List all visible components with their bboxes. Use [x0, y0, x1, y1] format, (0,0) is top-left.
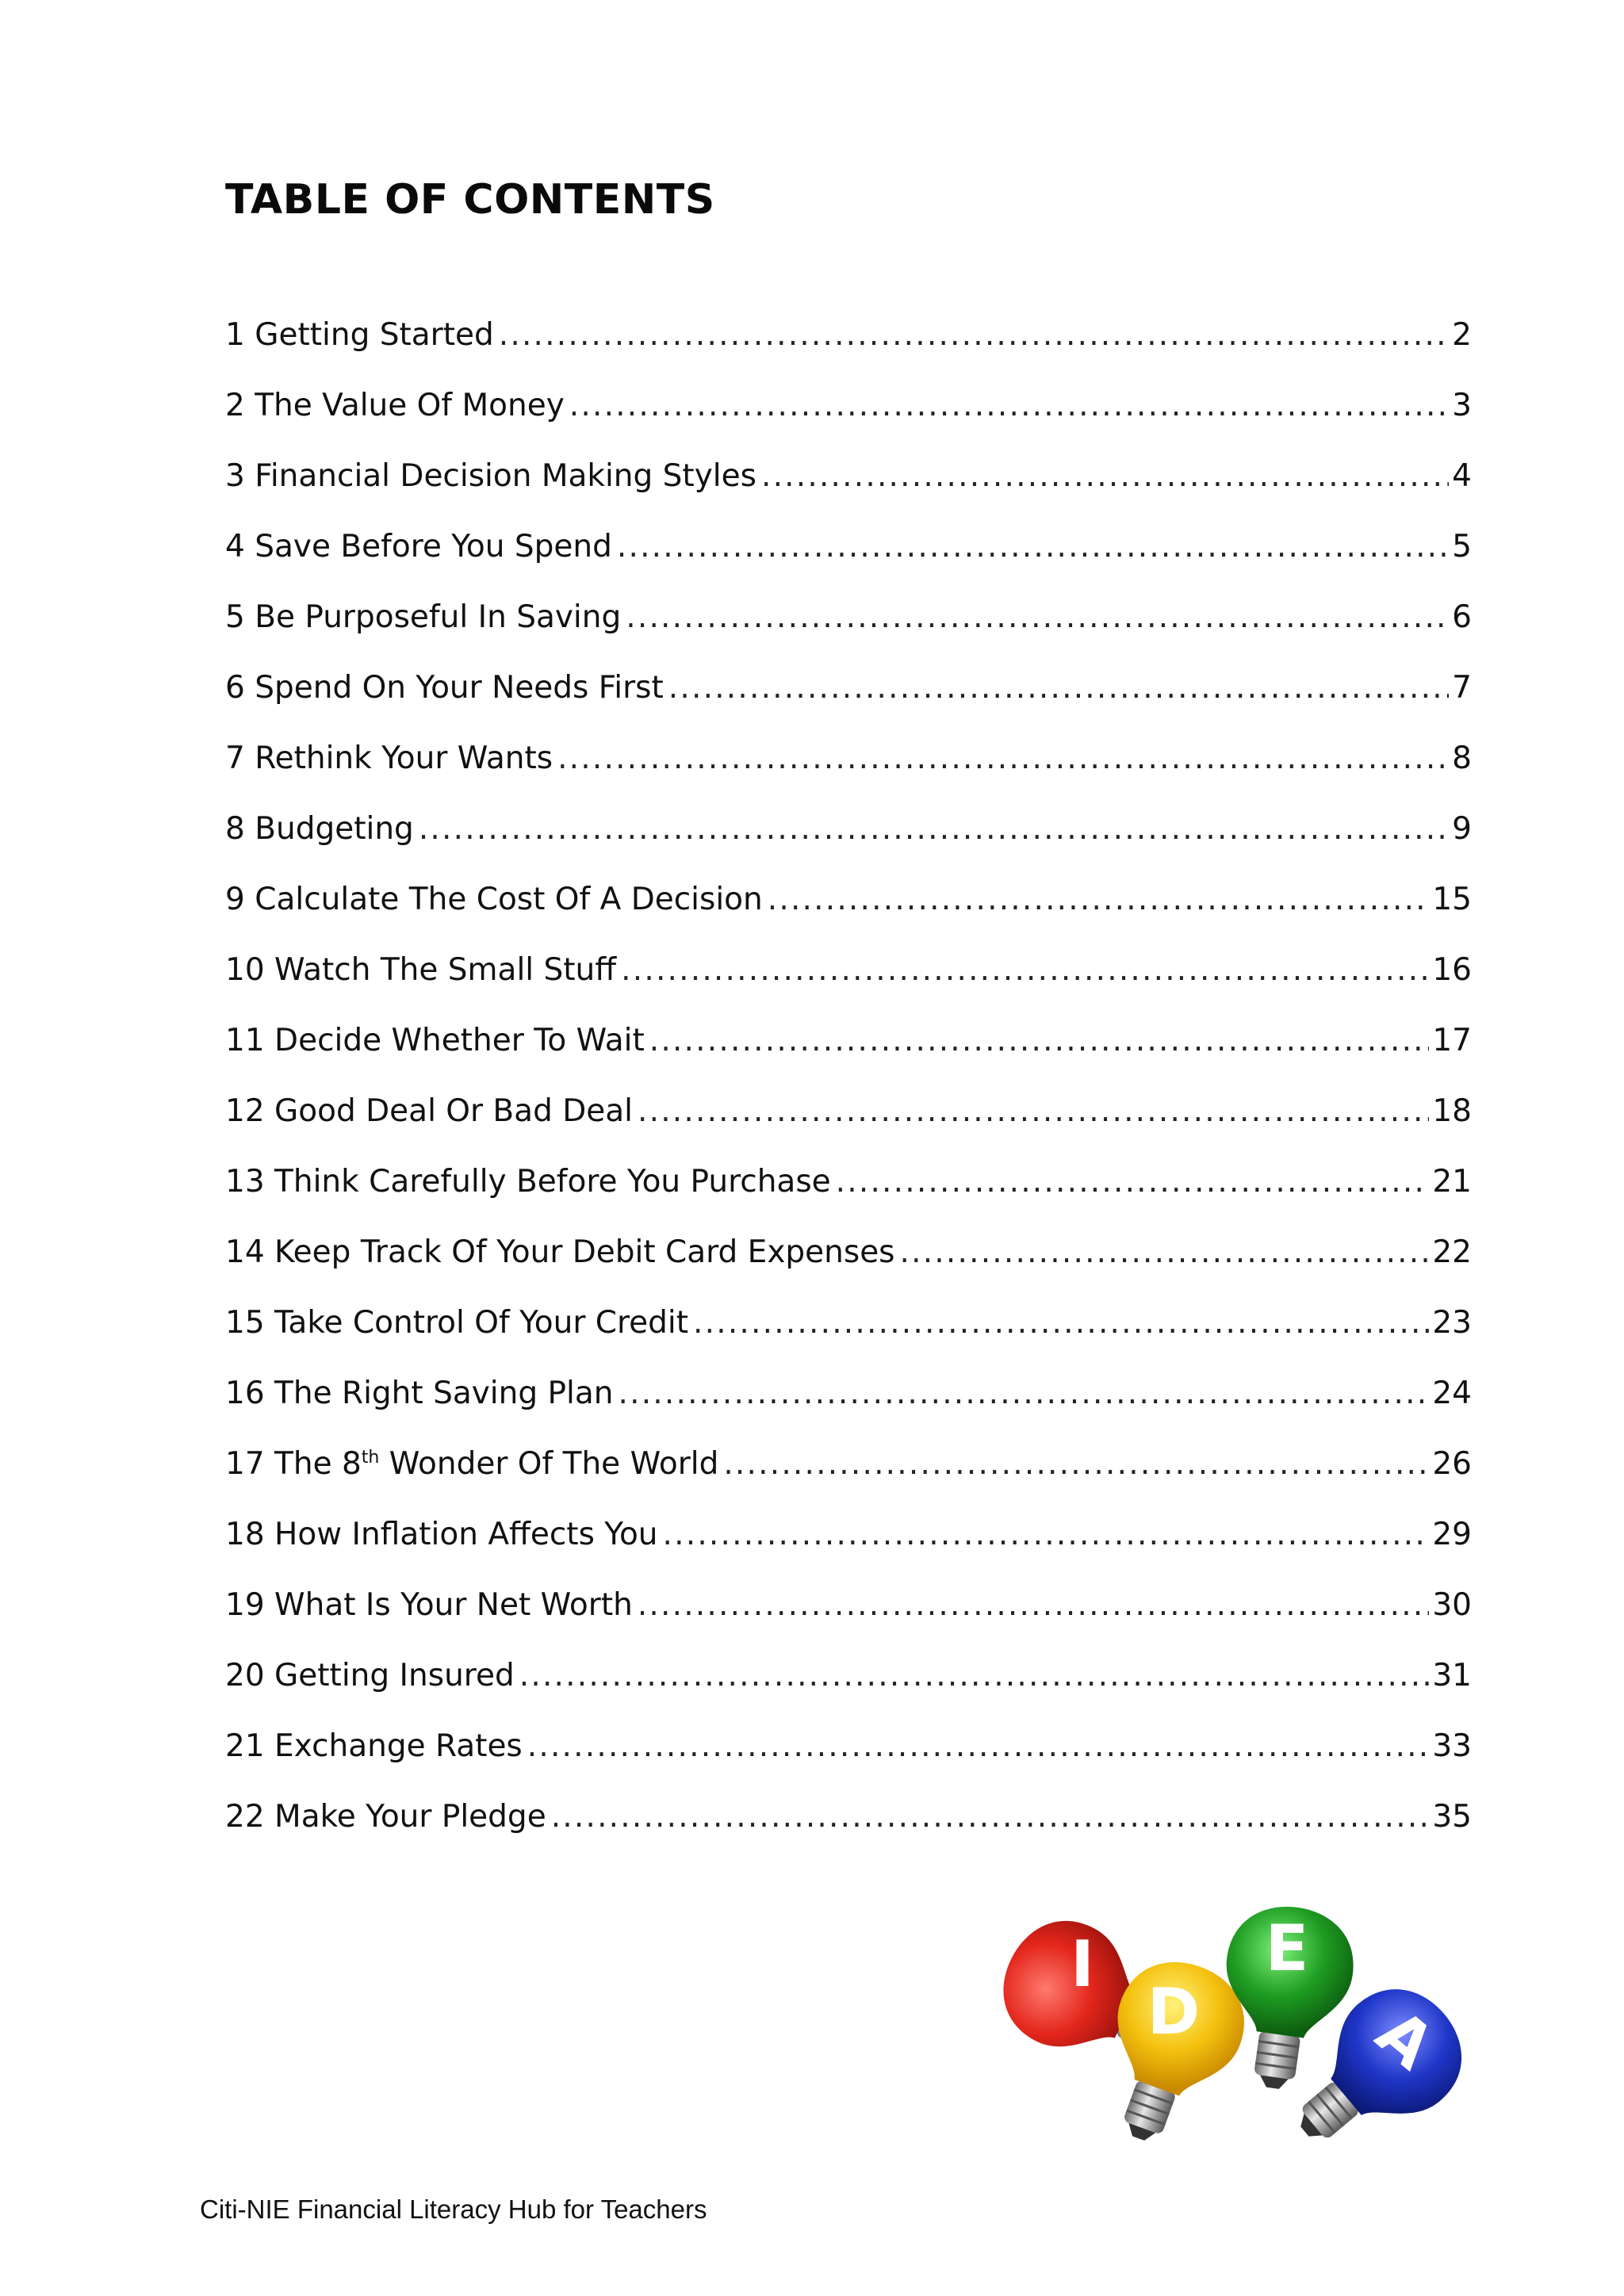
toc-entry[interactable] — [225, 1376, 1472, 1446]
toc-entry[interactable] — [225, 952, 1472, 1023]
toc-page-number: 29 — [1432, 1517, 1472, 1552]
dot-leader — [761, 458, 1449, 494]
toc-entry-title: 8 Budgeting — [225, 811, 414, 847]
toc-page-number: 22 — [1432, 1234, 1472, 1270]
dot-leader — [638, 1587, 1430, 1623]
dot-leader — [527, 1728, 1430, 1764]
dot-leader — [663, 1517, 1430, 1552]
toc-entry[interactable] — [225, 1799, 1472, 1862]
dot-leader — [519, 1658, 1430, 1693]
dot-leader — [619, 1376, 1430, 1411]
toc-entry[interactable] — [225, 599, 1472, 670]
dot-leader — [768, 882, 1430, 917]
toc-entry-title: 16 The Right Saving Plan — [225, 1376, 614, 1411]
idea-light-bulbs-icon — [979, 1899, 1475, 2212]
toc-page-number: 30 — [1432, 1587, 1472, 1623]
toc-page-number: 33 — [1432, 1728, 1472, 1764]
dot-leader — [693, 1305, 1429, 1341]
toc-page-number: 5 — [1452, 529, 1472, 564]
toc-entry-title: 11 Decide Whether To Wait — [225, 1023, 645, 1058]
toc-entry-title: 20 Getting Insured — [225, 1658, 515, 1693]
toc-entry-title: 22 Make Your Pledge — [225, 1799, 546, 1835]
toc-entry-title: 9 Calculate The Cost Of A Decision — [225, 882, 763, 917]
toc-entry[interactable] — [225, 811, 1472, 882]
toc-entry-title: 13 Think Carefully Before You Purchase — [225, 1164, 831, 1200]
dot-leader — [900, 1234, 1430, 1270]
toc-entry[interactable] — [225, 317, 1472, 388]
dot-leader — [723, 1446, 1429, 1482]
toc-entry[interactable] — [225, 1164, 1472, 1234]
toc-entry[interactable] — [225, 1658, 1472, 1728]
toc-entry[interactable] — [225, 1234, 1472, 1305]
toc-entry[interactable] — [225, 458, 1472, 529]
toc-page-number: 6 — [1452, 599, 1472, 635]
dot-leader — [569, 388, 1449, 423]
toc-page-number: 3 — [1452, 388, 1472, 423]
toc-page-number: 8 — [1452, 740, 1472, 776]
toc-entry[interactable] — [225, 1093, 1472, 1164]
toc-entry[interactable] — [225, 529, 1472, 599]
dot-leader — [557, 740, 1449, 776]
dot-leader — [836, 1164, 1430, 1200]
toc-entry-title: 6 Spend On Your Needs First — [225, 670, 664, 706]
toc-entry-title: 3 Financial Decision Making Styles — [225, 458, 756, 494]
toc-page-number: 16 — [1432, 952, 1472, 988]
toc-page-number: 21 — [1432, 1164, 1472, 1200]
bulb-letter-d: D — [1147, 1975, 1201, 2049]
toc-entry[interactable] — [225, 1587, 1472, 1658]
dot-leader — [649, 1023, 1430, 1058]
toc-entry[interactable] — [225, 882, 1472, 952]
page-footer: Citi-NIE Financial Literacy Hub for Teachers — [200, 2195, 707, 2224]
toc-list — [225, 317, 1472, 1862]
toc-entry-title: 10 Watch The Small Stuff — [225, 952, 617, 988]
toc-entry[interactable] — [225, 1446, 1472, 1517]
toc-entry-title: 14 Keep Track Of Your Debit Card Expenses — [225, 1234, 895, 1270]
toc-entry[interactable] — [225, 740, 1472, 811]
dot-leader — [638, 1093, 1429, 1129]
toc-entry-title: 18 How Inflation Affects You — [225, 1517, 658, 1552]
toc-entry[interactable] — [225, 670, 1472, 740]
toc-page-number: 24 — [1432, 1376, 1472, 1411]
bulb-letter-a: A — [1362, 1995, 1448, 2084]
page-title: TABLE OF CONTENTS — [225, 176, 715, 224]
toc-page-number: 2 — [1452, 317, 1472, 353]
dot-leader — [617, 529, 1449, 564]
toc-page-number: 17 — [1432, 1023, 1472, 1058]
toc-page-number: 26 — [1432, 1446, 1472, 1482]
bulb-letter-e: E — [1265, 1911, 1309, 1985]
toc-page-number: 23 — [1432, 1305, 1472, 1341]
toc-entry[interactable] — [225, 1305, 1472, 1376]
toc-entry[interactable] — [225, 388, 1472, 458]
toc-page-number: 18 — [1432, 1093, 1472, 1129]
toc-entry-title: 17 The 8th Wonder Of The World — [225, 1446, 719, 1482]
bulb-letter-i: I — [1071, 1927, 1094, 2001]
toc-page-number: 4 — [1452, 458, 1472, 494]
toc-page-number: 35 — [1432, 1799, 1472, 1835]
toc-entry-title: 5 Be Purposeful In Saving — [225, 599, 622, 635]
dot-leader — [551, 1799, 1430, 1835]
toc-entry-title: 2 The Value Of Money — [225, 388, 565, 423]
dot-leader — [626, 599, 1449, 635]
toc-page-number: 31 — [1432, 1658, 1472, 1693]
toc-entry[interactable] — [225, 1728, 1472, 1799]
toc-entry[interactable] — [225, 1023, 1472, 1093]
dot-leader — [419, 811, 1449, 847]
toc-page-number: 15 — [1432, 882, 1472, 917]
superscript-th: th — [361, 1448, 380, 1468]
toc-entry-title: 7 Rethink Your Wants — [225, 740, 553, 776]
toc-entry-title: 1 Getting Started — [225, 317, 494, 353]
dot-leader — [499, 317, 1449, 353]
toc-page-number: 7 — [1452, 670, 1472, 706]
dot-leader — [621, 952, 1429, 988]
toc-entry-title: 15 Take Control Of Your Credit — [225, 1305, 689, 1341]
toc-entry-title: 4 Save Before You Spend — [225, 529, 612, 564]
toc-entry[interactable] — [225, 1517, 1472, 1587]
toc-entry-title: 21 Exchange Rates — [225, 1728, 523, 1764]
toc-entry-title: 12 Good Deal Or Bad Deal — [225, 1093, 633, 1129]
toc-entry-title: 19 What Is Your Net Worth — [225, 1587, 633, 1623]
toc-page-number: 9 — [1452, 811, 1472, 847]
dot-leader — [668, 670, 1449, 706]
